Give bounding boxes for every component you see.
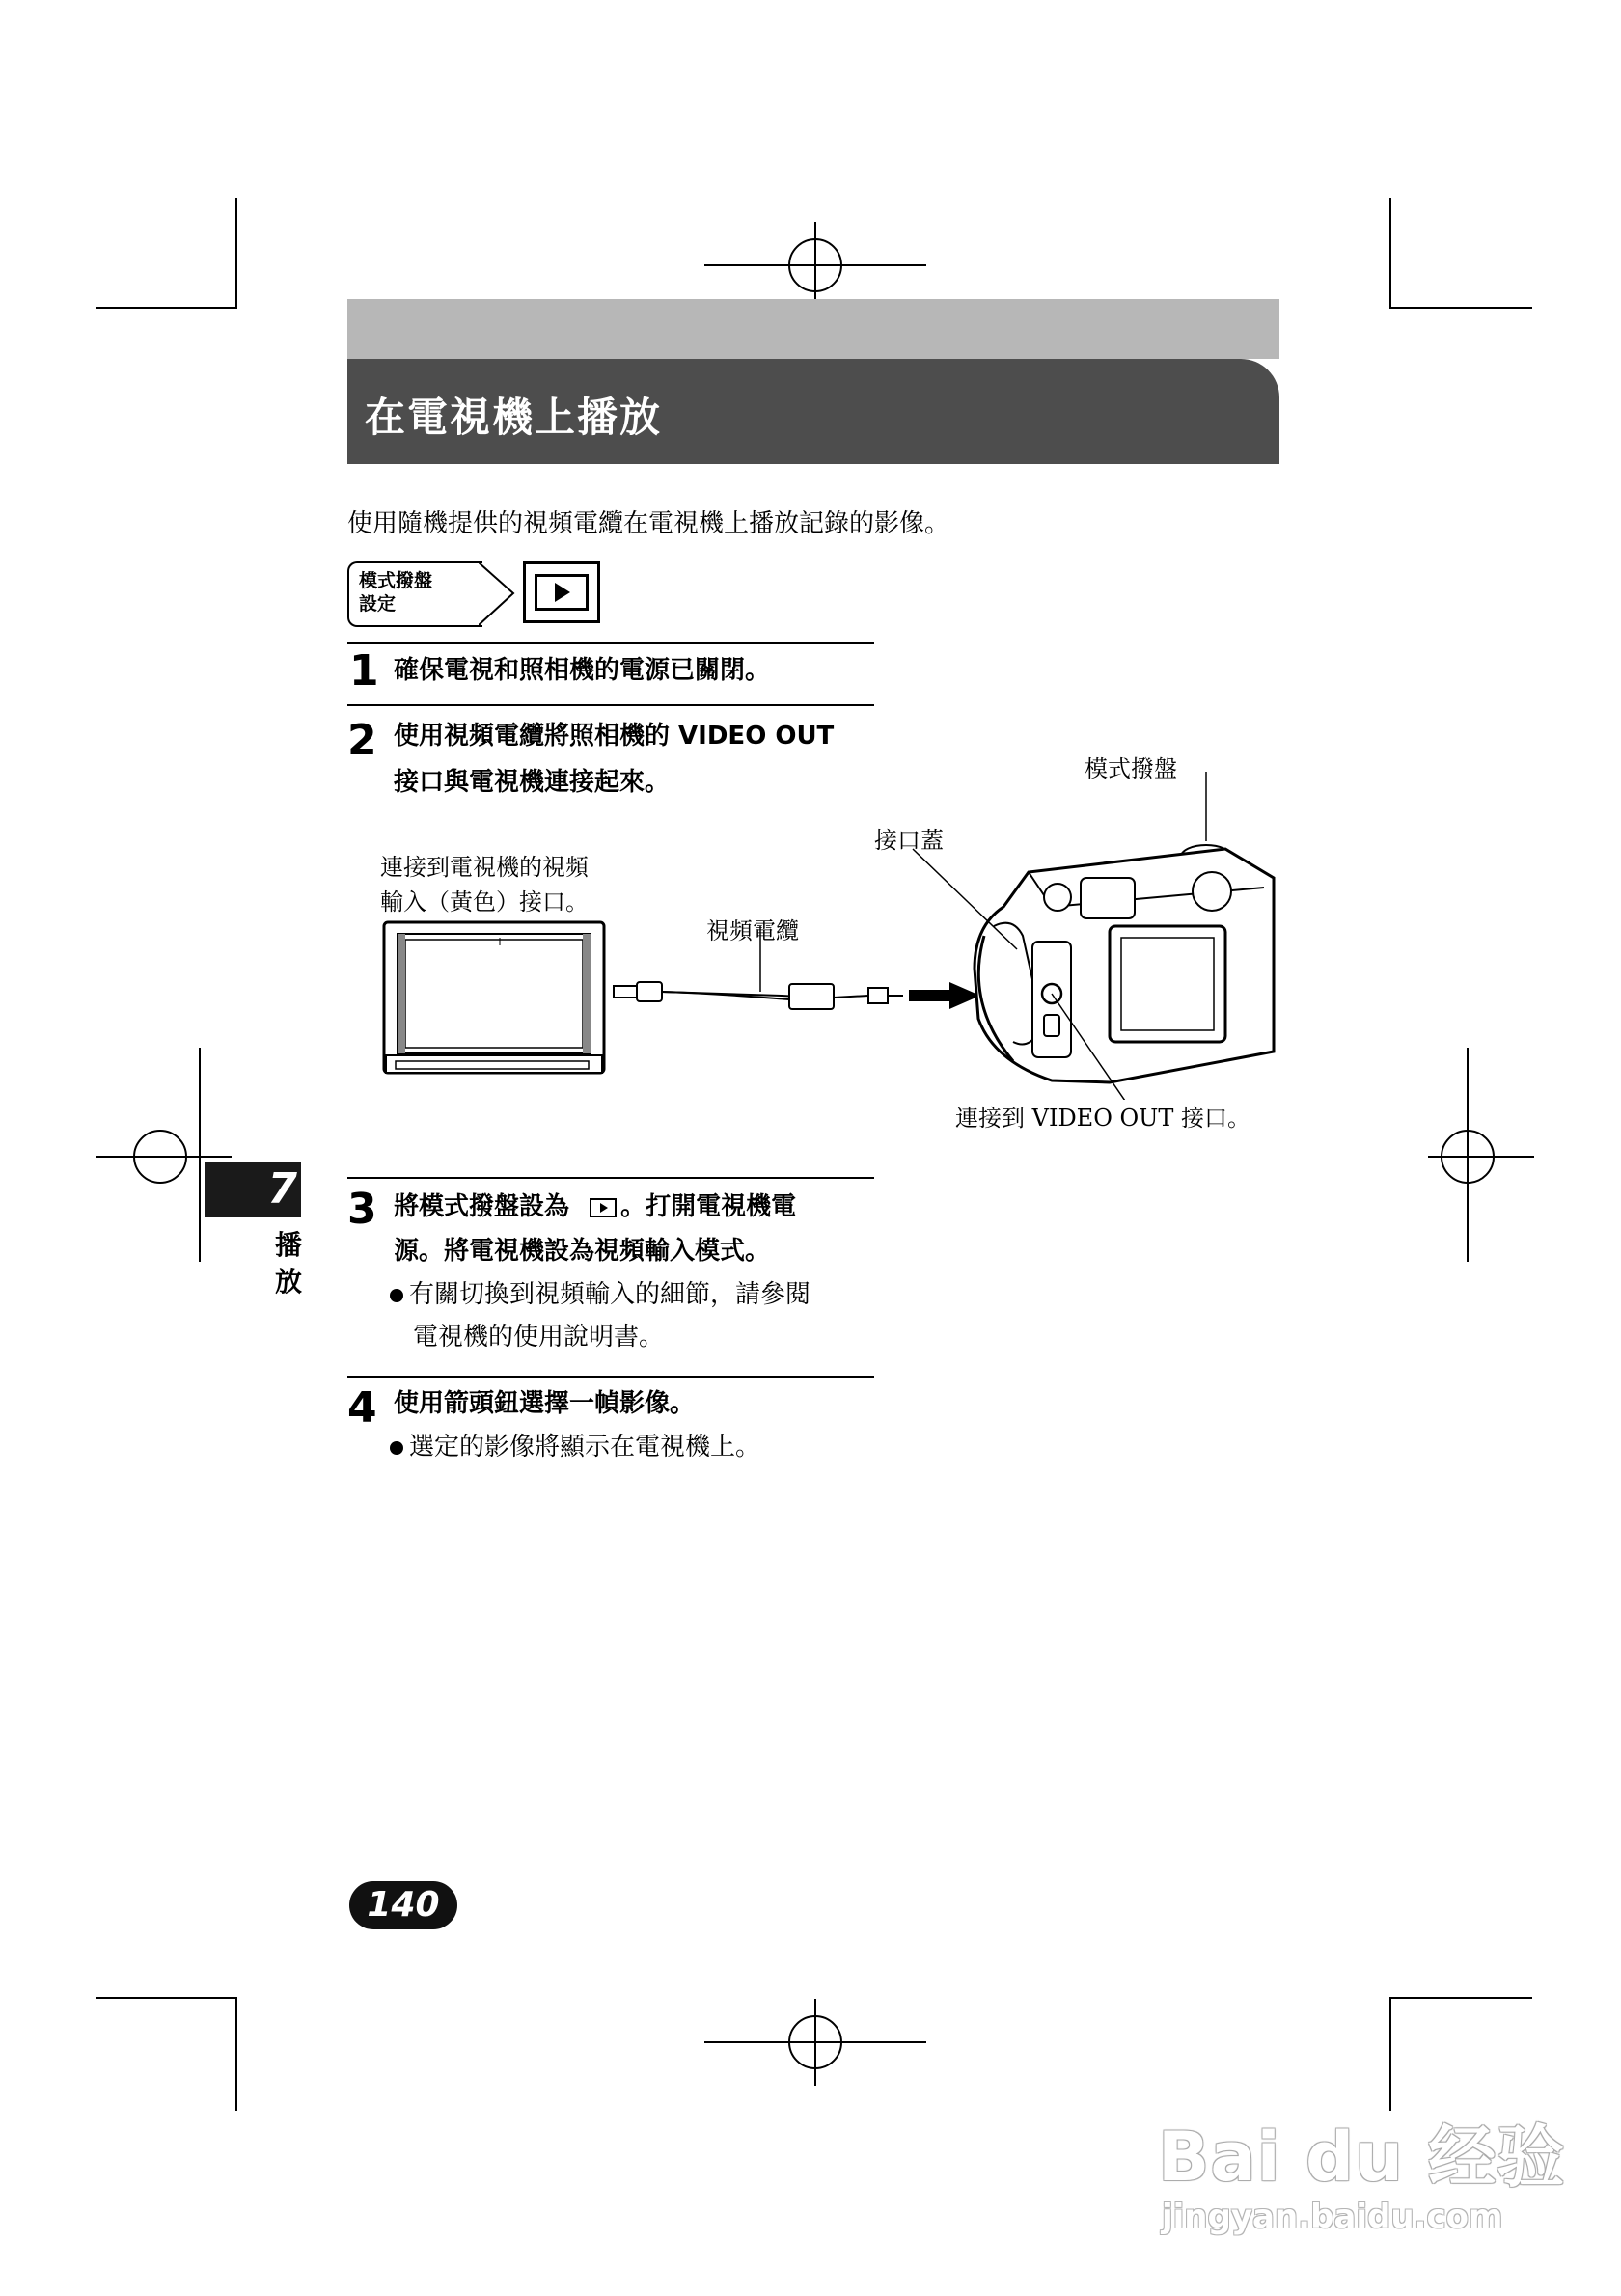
step-text [394, 1183, 796, 1231]
step-number: 4 [347, 1383, 377, 1433]
mode-dial-label: 模式撥盤 [1085, 755, 1177, 782]
watermark-logo: Bai du 经验 [1158, 2118, 1566, 2197]
watermark-url: jingyan.baidu.com [1162, 2198, 1503, 2236]
step-rule [347, 1376, 874, 1378]
step-text-part: 。打開電視機電 [620, 1192, 797, 1221]
port-cover-label: 接口蓋 [874, 827, 944, 854]
bullet-item [390, 1273, 810, 1316]
mode-setting-arrow [479, 561, 523, 627]
step-number: 3 [347, 1185, 377, 1234]
step-text: 使用箭頭鈕選擇一幀影像。 [394, 1389, 696, 1418]
bullet-text: 電視機的使用說明書。 [413, 1323, 665, 1352]
camera-illustration [913, 772, 1274, 1100]
step-text: 確保電視和照相機的電源已關閉。 [394, 656, 771, 685]
registration-mark-right [1428, 1109, 1534, 1206]
video-out-label: 連接到 VIDEO OUT 接口。 [955, 1105, 1251, 1132]
intro-text: 使用隨機提供的視頻電纜在電視機上播放記錄的影像。 [347, 509, 950, 538]
step-rule [347, 704, 874, 706]
step-text: 使用視頻電纜將照相機的 VIDEO OUT [394, 722, 835, 751]
bullet-item [390, 1426, 760, 1468]
chapter-name [272, 1227, 305, 1300]
chapter-name-char: 放 [274, 1266, 302, 1298]
bullet-text: 有關切換到視頻輸入的細節，請參閱 [409, 1280, 811, 1309]
step-number: 2 [347, 716, 377, 765]
step-text-part: 將模式撥盤設為 [394, 1192, 570, 1221]
chapter-name-char: 播 [274, 1229, 302, 1261]
chapter-number: 7 [267, 1164, 297, 1214]
page-title: 在電視機上播放 [365, 394, 663, 441]
bullet-icon [390, 1441, 403, 1455]
bullet-text: 選定的影像將顯示在電視機上。 [409, 1433, 761, 1462]
tv-illustration [384, 922, 604, 1073]
bullet-icon [390, 1289, 403, 1302]
play-icon [590, 1198, 617, 1217]
step-text: 接口與電視機連接起來。 [394, 768, 671, 797]
connect-arrow [909, 982, 980, 1009]
tv-input-label: 連接到電視機的視頻 [380, 854, 589, 881]
step-text: 源。將電視機設為視頻輸入模式。 [394, 1237, 771, 1266]
step-number: 1 [349, 646, 379, 696]
tv-input-label: 輸入（黃色）接口。 [380, 888, 589, 916]
video-cable-label: 視頻電纜 [706, 917, 799, 944]
title-bar-accent [347, 299, 1279, 359]
step-rule [347, 642, 874, 644]
play-icon [535, 574, 589, 611]
connection-diagram [376, 772, 1283, 1100]
mode-setting-label: 模式撥盤 設定 [359, 570, 433, 615]
step-rule [347, 1177, 874, 1179]
page-number: 140 [367, 1885, 440, 1925]
registration-mark-bottom [704, 1999, 926, 2086]
registration-mark-top [704, 222, 926, 309]
